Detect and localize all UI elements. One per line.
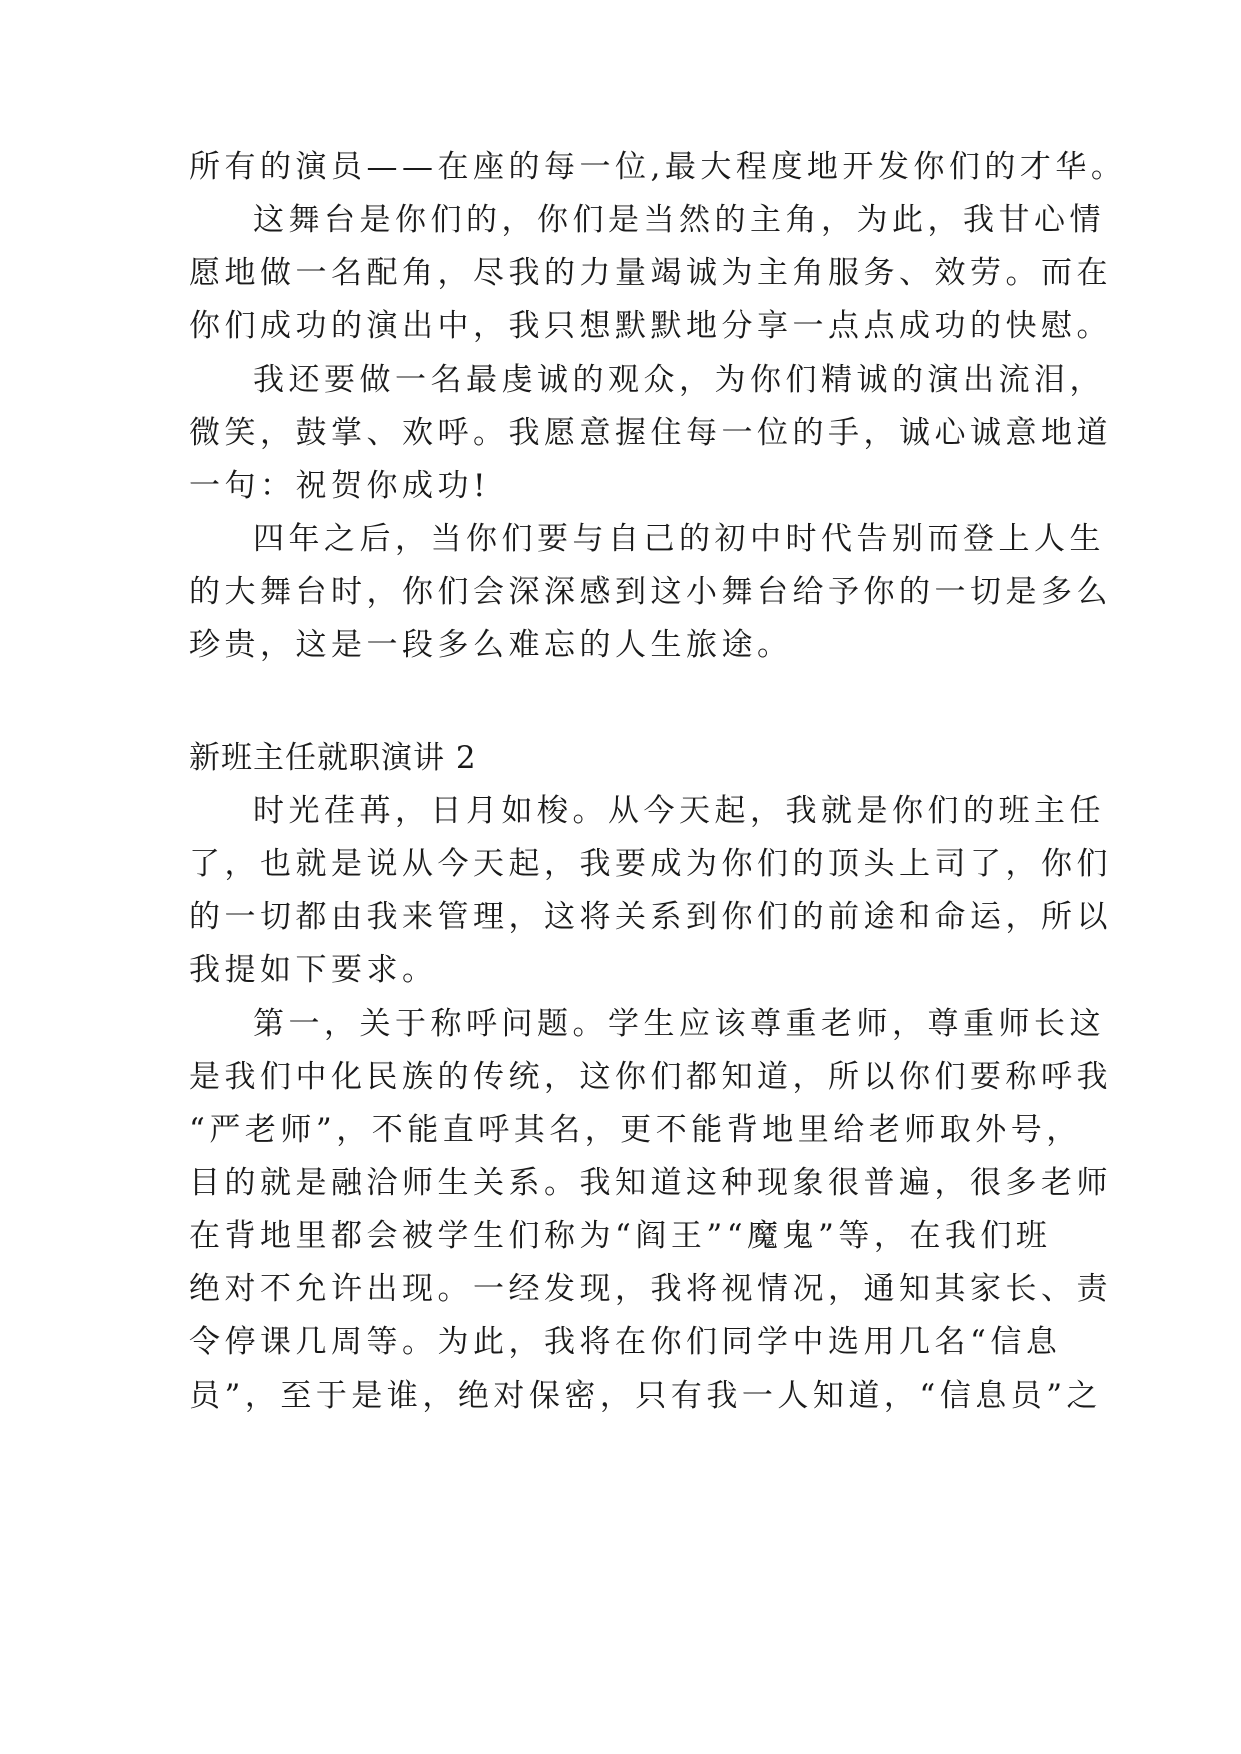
text-line: 所有的演员——在座的每一位,最大程度地开发你们的才华。	[189, 149, 1127, 185]
text-line: 了，也就是说从今天起，我要成为你们的顶头上司了，你们	[189, 846, 1112, 882]
section-heading: 新班主任就职演讲 2	[189, 740, 477, 776]
text-line: 绝对不允许出现。一经发现，我将视情况，通知其家长、责	[189, 1271, 1112, 1307]
text-line: 愿地做一名配角，尽我的力量竭诚为主角服务、效劳。而在	[189, 255, 1112, 291]
text-line: 珍贵，这是一段多么难忘的人生旅途。	[189, 627, 793, 663]
paragraph-start-line: 这舞台是你们的，你们是当然的主角，为此，我甘心情	[253, 202, 1105, 238]
text-line: 是我们中化民族的传统，这你们都知道，所以你们要称呼我	[189, 1059, 1112, 1095]
text-line: 我提如下要求。	[189, 952, 438, 988]
text-line: 微笑，鼓掌、欢呼。我愿意握住每一位的手，诚心诚意地道	[189, 415, 1112, 451]
text-line: 的大舞台时，你们会深深感到这小舞台给予你的一切是多么	[189, 574, 1112, 610]
text-line: 员”，至于是谁，绝对保密，只有我一人知道，“信息员”之	[189, 1378, 1103, 1414]
paragraph-start-line: 第一，关于称呼问题。学生应该尊重老师，尊重师长这	[253, 1006, 1105, 1042]
text-line: 在背地里都会被学生们称为“阎王”“魔鬼”等，在我们班	[189, 1218, 1052, 1254]
paragraph-start-line: 四年之后，当你们要与自己的初中时代告别而登上人生	[253, 521, 1105, 557]
paragraph-start-line: 我还要做一名最虔诚的观众，为你们精诚的演出流泪，	[253, 362, 1105, 398]
paragraph-start-line: 时光荏苒，日月如梭。从今天起，我就是你们的班主任	[253, 793, 1105, 829]
text-line: 一句：祝贺你成功!	[189, 468, 490, 504]
text-line: 目的就是融洽师生关系。我知道这种现象很普遍，很多老师	[189, 1165, 1112, 1201]
text-line: 你们成功的演出中，我只想默默地分享一点点成功的快慰。	[189, 308, 1112, 344]
text-line: 的一切都由我来管理，这将关系到你们的前途和命运，所以	[189, 899, 1112, 935]
text-line: “严老师”，不能直呼其名，更不能背地里给老师取外号，	[189, 1112, 1082, 1148]
text-line: 令停课几周等。为此，我将在你们同学中选用几名“信息	[189, 1324, 1062, 1360]
